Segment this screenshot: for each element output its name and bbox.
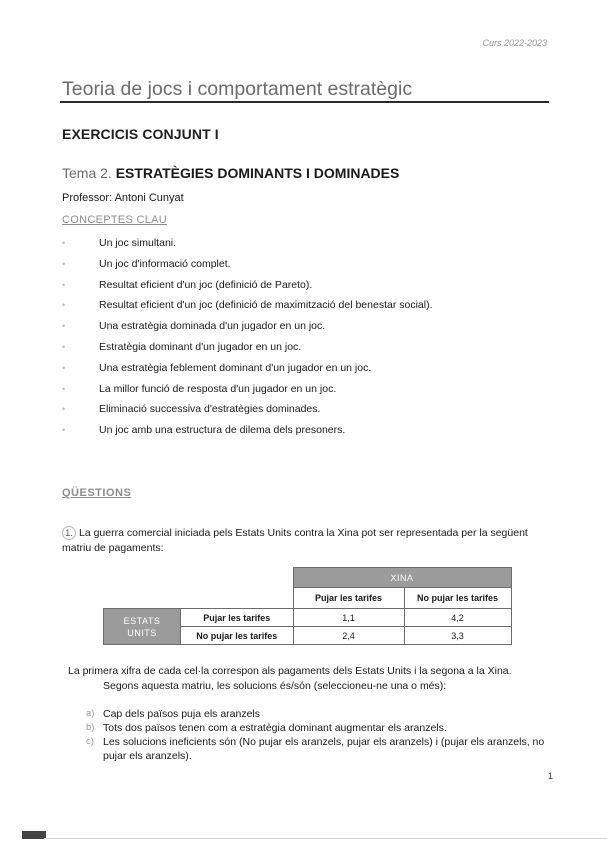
bullet-icon: • bbox=[62, 362, 66, 373]
professor-line: Professor: Antoni Cunyat bbox=[62, 192, 184, 204]
bullet-icon: • bbox=[62, 238, 66, 248]
list-item: • Un joc d'informació complet. bbox=[62, 257, 231, 270]
payoff-cell: 1,1 bbox=[293, 609, 404, 627]
stem-line: Segons aquesta matriu, les solucions és/són (seleccioneu-ne una o més): bbox=[103, 680, 447, 692]
bullet-icon: • bbox=[62, 341, 66, 352]
list-item: • Un joc amb una estructura de dilema dels presoners. bbox=[62, 424, 346, 437]
bullet-icon: • bbox=[62, 425, 66, 436]
list-item: • Una estratègia feblement dominant d'un jugador en un joc. bbox=[62, 361, 372, 374]
list-item: • La millor funció de resposta d'un jugador en un joc. bbox=[62, 382, 337, 395]
option-letter: a) bbox=[86, 708, 95, 719]
questions-heading: QÜESTIONS bbox=[62, 487, 132, 499]
answer-option bbox=[86, 721, 556, 735]
question-text: La guerra comercial iniciada pels Estats Units contra la Xina pot ser representada per la següent matriu de pagaments: bbox=[62, 527, 528, 554]
topic-heading bbox=[62, 165, 399, 181]
list-item: • Estratègia dominant d'un jugador en un joc. bbox=[62, 340, 302, 353]
course-year: Curs 2022-2023 bbox=[482, 38, 547, 48]
stem-line: La primera xifra de cada cel·la correspon als pagaments dels Estats Units i la segona a la Xina. bbox=[68, 665, 512, 677]
list-item: • Resultat eficient d'un joc (definició de Pareto). bbox=[62, 278, 313, 291]
column-player-header: XINA bbox=[293, 568, 511, 588]
scan-edge-mark bbox=[22, 831, 46, 839]
row-strategy-header: Pujar les tarifes bbox=[181, 609, 294, 627]
bullet-icon: • bbox=[62, 404, 66, 415]
answer-option bbox=[86, 735, 556, 763]
topic-name: ESTRATÈGIES DOMINANTS I DOMINADES bbox=[115, 165, 400, 181]
concepts-list bbox=[62, 236, 433, 444]
document-title: Teoria de jocs i comportament estratègic bbox=[62, 78, 413, 100]
payoff-cell: 2,4 bbox=[293, 627, 404, 645]
bullet-icon: • bbox=[62, 383, 66, 394]
answer-options bbox=[86, 707, 556, 763]
bullet-icon: • bbox=[62, 258, 66, 269]
footer-divider bbox=[44, 838, 607, 839]
payoff-cell: 3,3 bbox=[404, 627, 511, 645]
answer-option bbox=[86, 707, 556, 721]
option-text: Tots dos països tenen com a estratègia dominant augmentar els aranzels. bbox=[103, 722, 447, 734]
question-number: 1. bbox=[62, 526, 76, 540]
payoff-matrix bbox=[103, 567, 512, 645]
bullet-icon: • bbox=[62, 300, 66, 311]
column-strategy-header: Pujar les tarifes bbox=[293, 588, 404, 609]
row-player-header: ESTATS UNITS bbox=[104, 609, 181, 645]
concepts-heading: CONCEPTES CLAU bbox=[62, 214, 168, 226]
question-stem bbox=[68, 664, 556, 694]
option-text: Cap dels països puja els aranzels bbox=[103, 708, 261, 720]
option-letter: b) bbox=[86, 722, 95, 733]
list-item: • Un joc simultani. bbox=[62, 237, 177, 249]
column-strategy-header: No pujar les tarifes bbox=[404, 588, 511, 609]
option-text: Les solucions ineficients són (No pujar els aranzels, pujar els aranzels) i (pujar els aranzels, no pujar els aranzels). bbox=[103, 736, 545, 762]
row-strategy-header: No pujar les tarifes bbox=[181, 627, 294, 645]
payoff-cell: 4,2 bbox=[404, 609, 511, 627]
section-heading: EXERCICIS CONJUNT I bbox=[62, 126, 219, 142]
bullet-icon: • bbox=[62, 279, 66, 290]
list-item: • Eliminació successiva d'estratègies dominades. bbox=[62, 403, 321, 416]
topic-number: Tema 2. bbox=[62, 165, 112, 181]
page-number: 1 bbox=[548, 771, 554, 781]
option-letter: c) bbox=[86, 736, 94, 747]
list-item: • Resultat eficient d'un joc (definició de maximització del benestar social). bbox=[62, 299, 433, 312]
question-1 bbox=[62, 526, 554, 556]
list-item: • Una estratègia dominada d'un jugador en un joc. bbox=[62, 320, 326, 333]
bullet-icon: • bbox=[62, 321, 66, 332]
title-divider bbox=[60, 101, 549, 103]
